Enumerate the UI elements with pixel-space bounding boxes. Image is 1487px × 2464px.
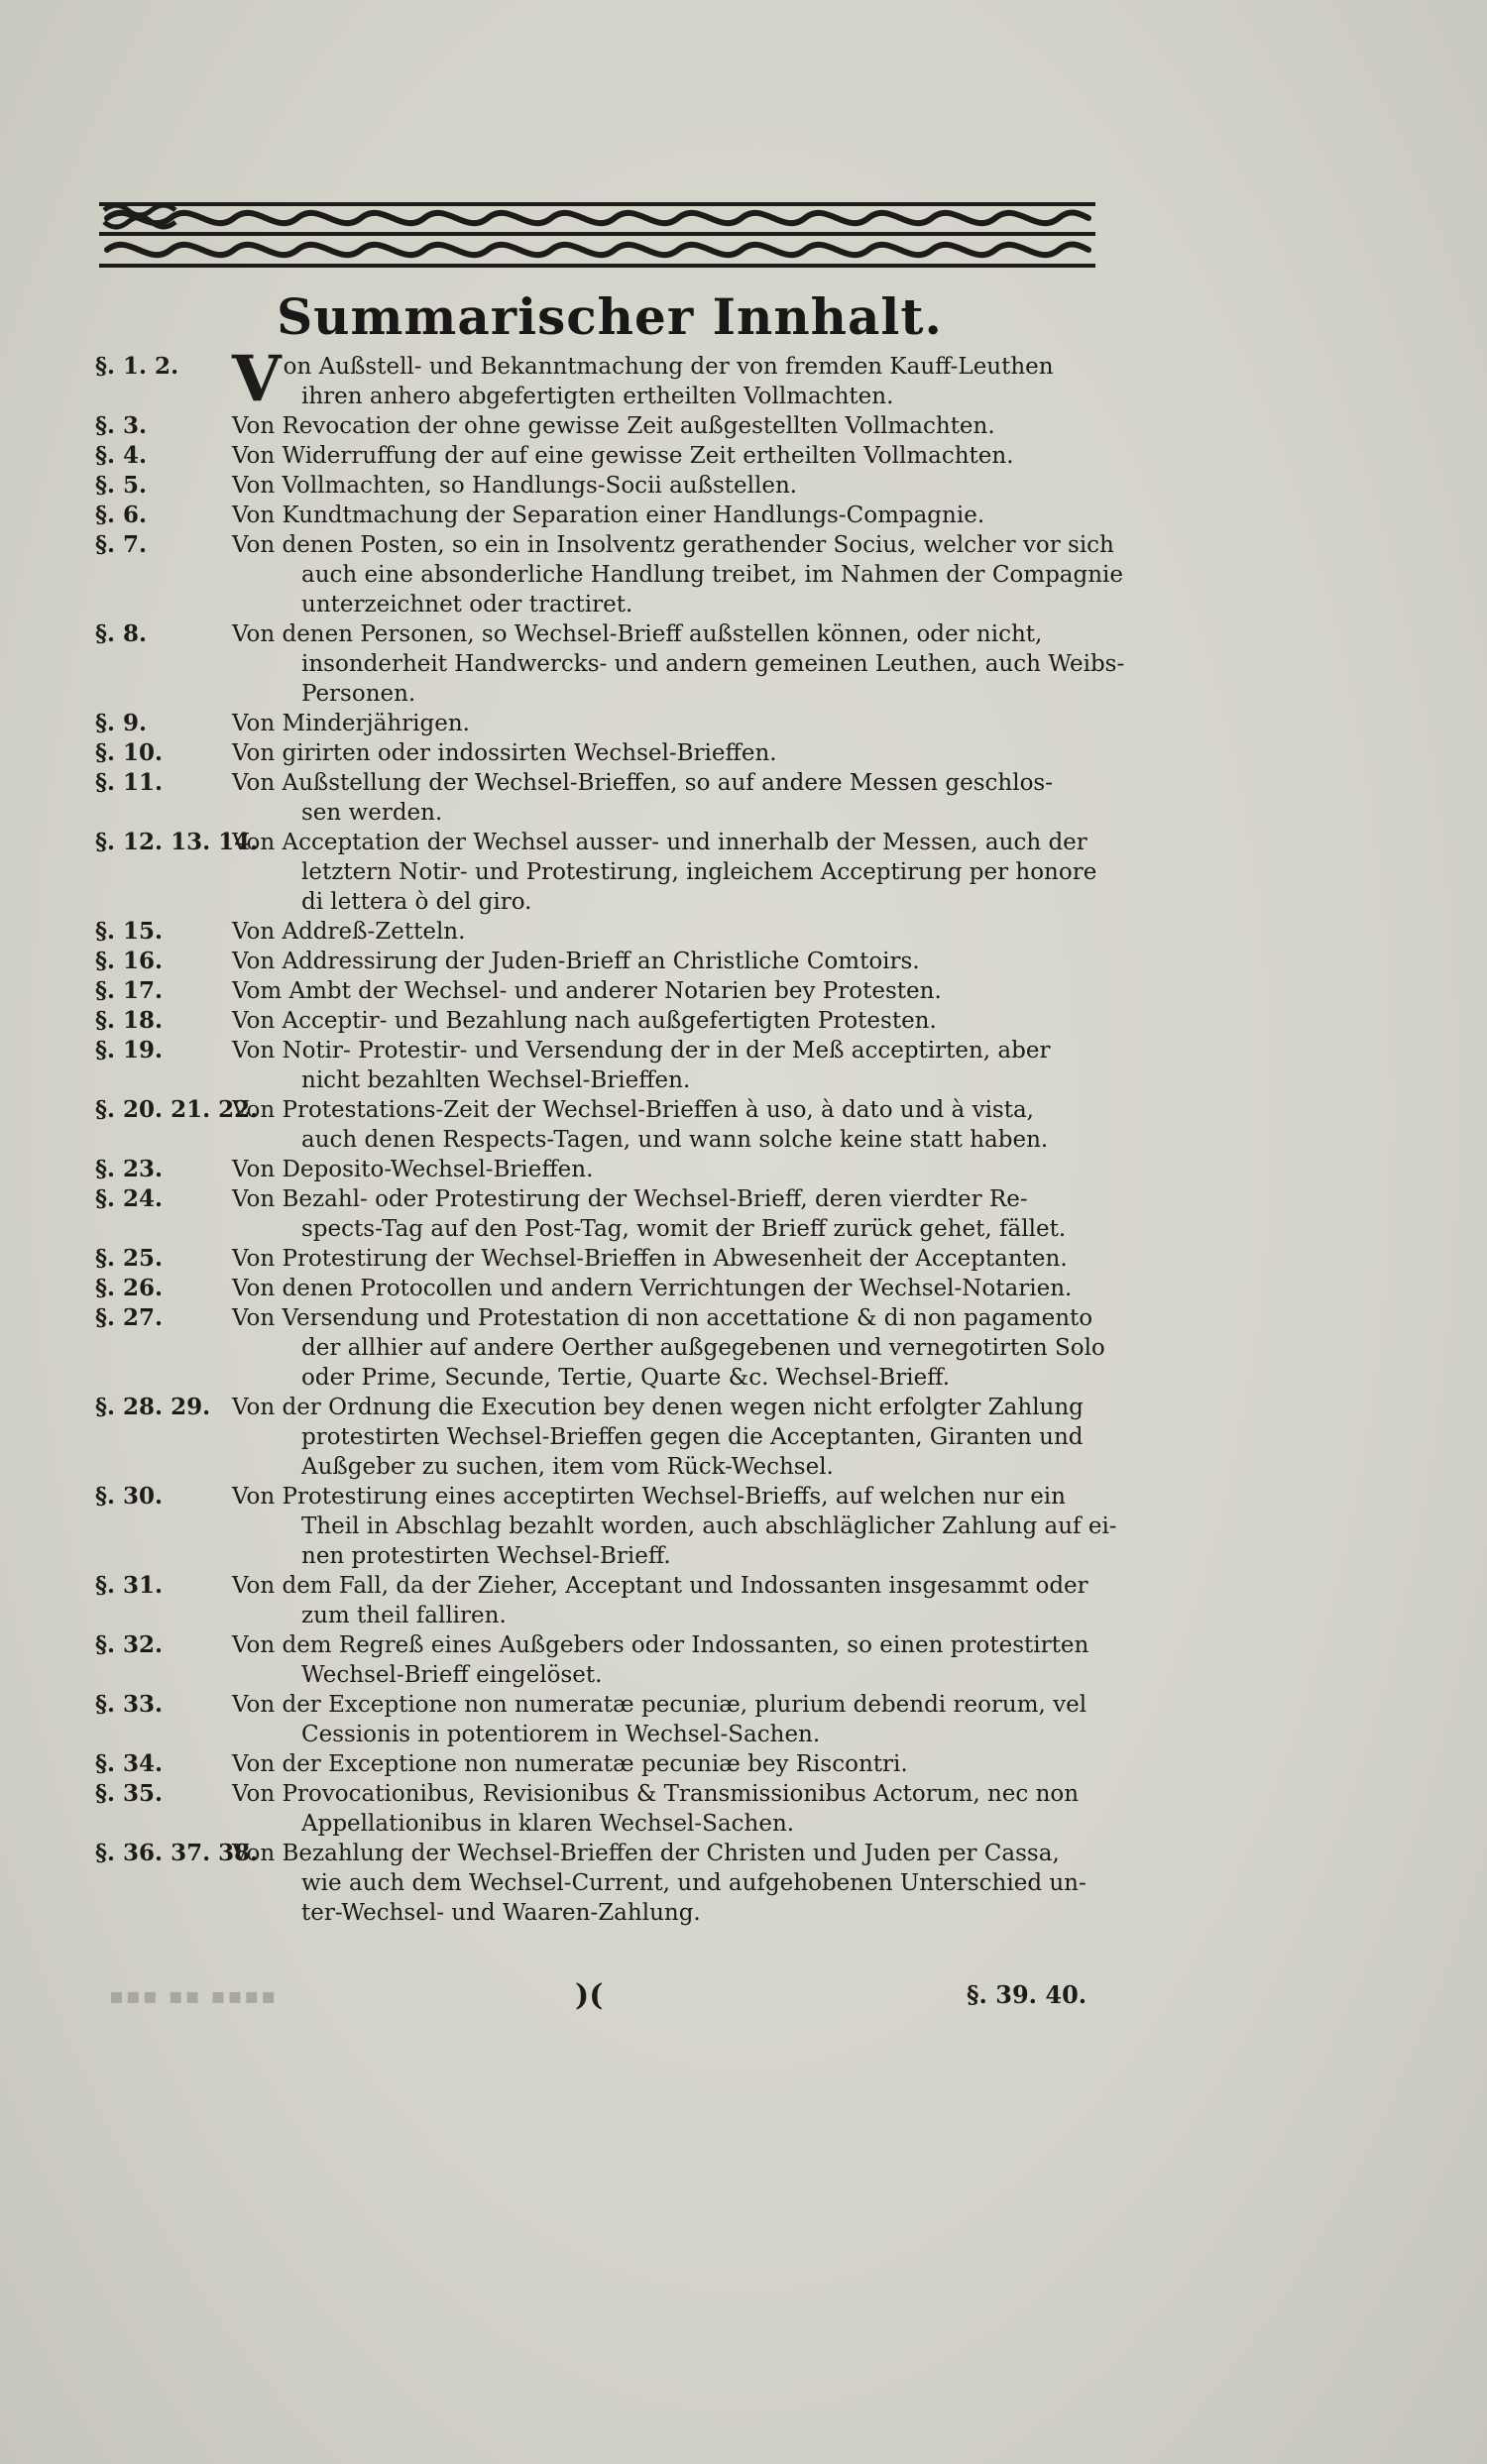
entry-line-text: Von denen Protocollen und andern Verrichtungen der Wechsel-Notarien.: [232, 1276, 1073, 1301]
section-number: §. 9.: [95, 710, 148, 736]
entry-line: [232, 1868, 1116, 1898]
entry-line: [232, 1898, 1116, 1928]
entry-line: [232, 709, 1116, 738]
entry-line-text: Von dem Regreß eines Außgebers oder Indossanten, so einen protestirten: [232, 1632, 1089, 1658]
entry-line: [232, 619, 1124, 649]
signature-mark: )(: [575, 1978, 604, 2013]
entry-line: [232, 1244, 1116, 1274]
entry-text: [232, 342, 1116, 416]
entry-line-text: Von denen Personen, so Wechsel-Brieff außstellen können, oder nicht,: [232, 621, 1043, 647]
entry-line: [232, 1422, 1116, 1452]
entry-line-text: Von Provocationibus, Revisionibus & Transmissionibus Actorum, nec non: [232, 1781, 1080, 1807]
section-number: §. 32.: [95, 1631, 164, 1658]
entry-line-text: Von Protestirung der Wechsel-Brieffen in Abwesenheit der Acceptanten.: [232, 1246, 1068, 1272]
entry-line-text: Von Bezahl- oder Protestirung der Wechsel-Brieff, deren vierdter Re-: [232, 1186, 1028, 1212]
entry-text: [232, 1482, 1117, 1571]
entry-text: [232, 1184, 1116, 1244]
bleed-through-text: ▪▪▪ ▪▪ ▪▪▪▪: [109, 1984, 279, 2009]
entry-line: [232, 1036, 1116, 1065]
entry-line-text: Wechsel-Brieff eingelöset.: [301, 1662, 603, 1688]
entry-line: [232, 798, 1116, 828]
entry-line: [232, 1630, 1116, 1660]
entry-line-text: Von Protestations-Zeit der Wechsel-Brieffen à uso, à dato und à vista,: [232, 1097, 1034, 1123]
section-number: §. 23.: [95, 1156, 164, 1182]
entry-line-text: unterzeichnet oder tractiret.: [301, 592, 633, 617]
entry-text: [232, 1630, 1116, 1690]
entry-line-text: Von Außstellung der Wechsel-Brieffen, so auf andere Messen geschlos-: [232, 770, 1053, 796]
entry-text: [232, 530, 1123, 619]
section-number: §. 5.: [95, 472, 148, 499]
entry-line-text: Personen.: [301, 681, 416, 707]
contents-entry: [95, 1303, 1116, 1393]
entry-text: [232, 1690, 1116, 1749]
entry-line-text: Von Notir- Protestir- und Versendung der in der Meß acceptirten, aber: [232, 1038, 1051, 1064]
section-number: §. 24.: [95, 1185, 164, 1212]
entry-line: [232, 1482, 1117, 1512]
section-number: §. 18.: [95, 1007, 164, 1034]
entry-line-text: Von girirten oder indossirten Wechsel-Brieffen.: [232, 740, 777, 766]
entry-line-text: Von Versendung und Protestation di non accettatione & di non pagamento: [232, 1305, 1093, 1331]
entry-text: [232, 441, 1116, 471]
contents-entry: [95, 530, 1124, 619]
entry-line-text: Von Kundtmachung der Separation einer Handlungs-Compagnie.: [232, 503, 985, 528]
contents-entry: [95, 1839, 1116, 1928]
entry-line-text: nen protestirten Wechsel-Brieff.: [301, 1543, 671, 1569]
page-title: Summarischer Innhalt.: [277, 287, 943, 346]
entry-line: [232, 1006, 1116, 1036]
entry-line: [232, 471, 1116, 501]
entry-line: [232, 1601, 1116, 1630]
entry-line: [232, 1749, 1116, 1779]
section-number: §. 15.: [95, 918, 164, 945]
section-number: §. 35.: [95, 1780, 164, 1807]
entry-line-text: Von Acceptir- und Bezahlung nach außgefertigten Protesten.: [232, 1008, 937, 1034]
contents-entry: [95, 342, 1116, 416]
entry-line-text: Von Deposito-Wechsel-Brieffen.: [232, 1157, 594, 1182]
entry-line: [232, 1155, 1116, 1184]
entry-text: [232, 1303, 1116, 1393]
entry-line-text: insonderheit Handwercks- und andern gemeinen Leuthen, auch Weibs-: [301, 651, 1125, 677]
contents-entry: [95, 501, 1116, 530]
entry-line-text: Von der Exceptione non numeratæ pecuniæ, plurium debendi reorum, vel: [232, 1692, 1087, 1718]
entry-text: [232, 1095, 1116, 1155]
entry-line: [232, 1214, 1116, 1244]
entry-text: [232, 1779, 1116, 1839]
entry-line-text: Außgeber zu suchen, item vom Rück-Wechsel.: [301, 1454, 834, 1480]
decorated-initial: V: [232, 342, 282, 416]
contents-entry: [95, 1393, 1116, 1482]
entry-line: [232, 1690, 1116, 1720]
entry-line: [232, 1839, 1116, 1868]
section-number: §. 10.: [95, 739, 164, 766]
entry-line-text: auch denen Respects-Tagen, und wann solche keine statt haben.: [301, 1127, 1049, 1153]
entry-text: [232, 768, 1116, 828]
entry-line-text: Von denen Posten, so ein in Insolventz gerathender Socius, welcher vor sich: [232, 532, 1114, 558]
entry-line: [232, 411, 1116, 441]
contents-entry: [95, 917, 1116, 947]
section-number: §. 33.: [95, 1691, 164, 1718]
entry-line-text: Von Bezahlung der Wechsel-Brieffen der Christen und Juden per Cassa,: [232, 1841, 1060, 1866]
section-number: §. 28. 29.: [95, 1394, 211, 1420]
entry-line-text: nicht bezahlten Wechsel-Brieffen.: [301, 1067, 691, 1093]
entry-line-text: ter-Wechsel- und Waaren-Zahlung.: [301, 1900, 701, 1926]
contents-entry: [95, 709, 1116, 738]
section-number: §. 25.: [95, 1245, 164, 1272]
entry-line: [232, 917, 1116, 947]
entry-line-text: Cessionis in potentiorem in Wechsel-Sachen.: [301, 1722, 821, 1747]
contents-entry: [95, 471, 1116, 501]
entry-line: [232, 976, 1116, 1006]
entry-line-text: ihren anhero abgefertigten ertheilten Vollmachten.: [301, 384, 894, 409]
entry-text: [232, 828, 1116, 917]
entry-line-text: Von dem Fall, da der Zieher, Acceptant und Indossanten insgesammt oder: [232, 1573, 1088, 1599]
entry-line: [232, 828, 1116, 857]
contents-entry: [95, 411, 1116, 441]
entry-line-text: Von Widerruffung der auf eine gewisse Zeit ertheilten Vollmachten.: [232, 443, 1014, 469]
entry-line-text: Von Vollmachten, so Handlungs-Socii außstellen.: [232, 473, 798, 499]
entry-line-text: der allhier auf andere Oerther außgegebenen und vernegotirten Solo: [301, 1335, 1105, 1361]
entry-line-text: spects-Tag auf den Post-Tag, womit der Brieff zurück gehet, fället.: [301, 1216, 1067, 1242]
entry-text: [232, 1006, 1116, 1036]
entry-line: [232, 887, 1116, 917]
entry-line: [232, 1184, 1116, 1214]
entry-line: [232, 1274, 1116, 1303]
entry-line-text: letztern Notir- und Protestirung, ingleichem Acceptirung per honore: [301, 859, 1097, 885]
entry-text: [232, 709, 1116, 738]
entry-text: [232, 917, 1116, 947]
section-number: §. 30.: [95, 1483, 164, 1510]
entry-line: [232, 1095, 1116, 1125]
entry-line: [232, 1571, 1116, 1601]
entry-line-text: auch eine absonderliche Handlung treibet, im Nahmen der Compagnie: [301, 562, 1124, 588]
entry-line-text: Von der Exceptione non numeratæ pecuniæ bey Riscontri.: [232, 1751, 908, 1777]
contents-entry: [95, 1690, 1116, 1749]
contents-entry: [95, 1482, 1116, 1571]
section-number: §. 19.: [95, 1037, 164, 1064]
entry-line: [232, 1809, 1116, 1839]
section-number: §. 26.: [95, 1275, 164, 1301]
section-number: §. 36. 37. 38.: [95, 1840, 259, 1866]
section-number: §. 31.: [95, 1572, 164, 1599]
entry-line: [232, 1720, 1116, 1749]
entry-line: [232, 501, 1116, 530]
entry-line-text: Appellationibus in klaren Wechsel-Sachen.: [301, 1811, 795, 1837]
contents-entry: [95, 619, 1125, 709]
entry-text: [232, 1749, 1116, 1779]
section-number: §. 12. 13. 14.: [95, 829, 259, 855]
entry-line: [232, 1660, 1116, 1690]
entry-line-text: sen werden.: [301, 800, 443, 826]
entry-line: [232, 857, 1116, 887]
entry-line: [232, 1363, 1116, 1393]
contents-entry: [95, 1630, 1116, 1690]
entry-line-text: Vom Ambt der Wechsel- und anderer Notarien bey Protesten.: [232, 978, 942, 1004]
entry-line: [232, 530, 1123, 560]
entry-line: [232, 947, 1116, 976]
section-number: §. 4.: [95, 442, 148, 469]
contents-entry: [95, 947, 1116, 976]
entry-line: [232, 1512, 1117, 1541]
entry-line: [232, 649, 1124, 679]
contents-entry: [95, 1155, 1116, 1184]
entry-line: [232, 1393, 1116, 1422]
entry-line-text: on Außstell- und Bekanntmachung der von fremden Kauff-Leuthen: [283, 354, 1054, 380]
section-number: §. 1. 2.: [95, 353, 179, 380]
contents-entry: [95, 1184, 1116, 1244]
contents-entry: [95, 738, 1116, 768]
entry-line: [232, 1541, 1117, 1571]
section-number: §. 20. 21. 22.: [95, 1096, 259, 1123]
contents-entry: [95, 1244, 1116, 1274]
entry-line-text: protestirten Wechsel-Brieffen gegen die Acceptanten, Giranten und: [301, 1424, 1084, 1450]
entry-text: [232, 1274, 1116, 1303]
entry-text: [232, 1393, 1116, 1482]
entry-line: [232, 1303, 1116, 1333]
entry-line-text: wie auch dem Wechsel-Current, und aufgehobenen Unterschied un-: [301, 1870, 1087, 1896]
contents-entry: [95, 976, 1116, 1006]
contents-entry: [95, 1095, 1116, 1155]
contents-entry: [95, 1274, 1116, 1303]
section-number: §. 17.: [95, 977, 164, 1004]
entry-line: [232, 441, 1116, 471]
entry-text: [232, 976, 1116, 1006]
entry-line-text: Von Addreß-Zetteln.: [232, 919, 466, 945]
entry-line-text: zum theil falliren.: [301, 1603, 507, 1628]
entry-text: [232, 501, 1116, 530]
entry-line: [232, 1452, 1116, 1482]
entry-line: [232, 1779, 1116, 1809]
contents-entry: [95, 1749, 1116, 1779]
entry-text: [232, 1839, 1116, 1928]
catchword: §. 39. 40.: [967, 1980, 1087, 2009]
entry-line: [232, 1065, 1116, 1095]
section-number: §. 34.: [95, 1750, 164, 1777]
entry-line-text: oder Prime, Secunde, Tertie, Quarte &c. Wechsel-Brieff.: [301, 1365, 951, 1391]
entry-line: [232, 560, 1123, 590]
entry-line-text: Von Minderjährigen.: [232, 711, 470, 736]
section-number: §. 27.: [95, 1304, 164, 1331]
entry-line-text: Von Revocation der ohne gewisse Zeit außgestellten Vollmachten.: [232, 413, 995, 439]
contents-entry: [95, 1779, 1116, 1839]
entry-line-text: Von Addressirung der Juden-Brieff an Christliche Comtoirs.: [232, 949, 920, 974]
contents-entry: [95, 768, 1116, 828]
section-number: §. 3.: [95, 412, 148, 439]
entry-text: [232, 1036, 1116, 1095]
entry-text: [232, 1571, 1116, 1630]
entry-line-text: di lettera ò del giro.: [301, 889, 532, 915]
contents-list: [95, 342, 1125, 1928]
contents-entry: [95, 1036, 1116, 1095]
section-number: §. 7.: [95, 531, 148, 558]
contents-entry: [95, 441, 1116, 471]
entry-line: [232, 382, 1116, 411]
entry-text: [232, 947, 1116, 976]
entry-line: [232, 590, 1123, 619]
contents-entry: [95, 1571, 1116, 1630]
entry-line-text: Von der Ordnung die Execution bey denen wegen nicht erfolgter Zahlung: [232, 1395, 1084, 1420]
contents-entry: [95, 828, 1116, 917]
entry-line-text: Von Protestirung eines acceptirten Wechsel-Brieffs, auf welchen nur ein: [232, 1484, 1066, 1510]
ornament-border: [99, 196, 1095, 274]
entry-text: [232, 1155, 1116, 1184]
entry-text: [232, 471, 1116, 501]
entry-line: [232, 738, 1116, 768]
contents-entry: [95, 1006, 1116, 1036]
entry-line-text: Von Acceptation der Wechsel ausser- und innerhalb der Messen, auch der: [232, 830, 1087, 855]
entry-text: [232, 738, 1116, 768]
entry-line-text: Theil in Abschlag bezahlt worden, auch abschläglicher Zahlung auf ei-: [301, 1513, 1117, 1539]
entry-line: [232, 768, 1116, 798]
entry-text: [232, 411, 1116, 441]
section-number: §. 6.: [95, 502, 148, 528]
entry-text: [232, 619, 1124, 709]
entry-line: [232, 679, 1124, 709]
section-number: §. 16.: [95, 948, 164, 974]
section-number: §. 8.: [95, 620, 148, 647]
entry-line: [232, 1333, 1116, 1363]
entry-line: [232, 1125, 1116, 1155]
entry-text: [232, 1244, 1116, 1274]
section-number: §. 11.: [95, 769, 164, 796]
